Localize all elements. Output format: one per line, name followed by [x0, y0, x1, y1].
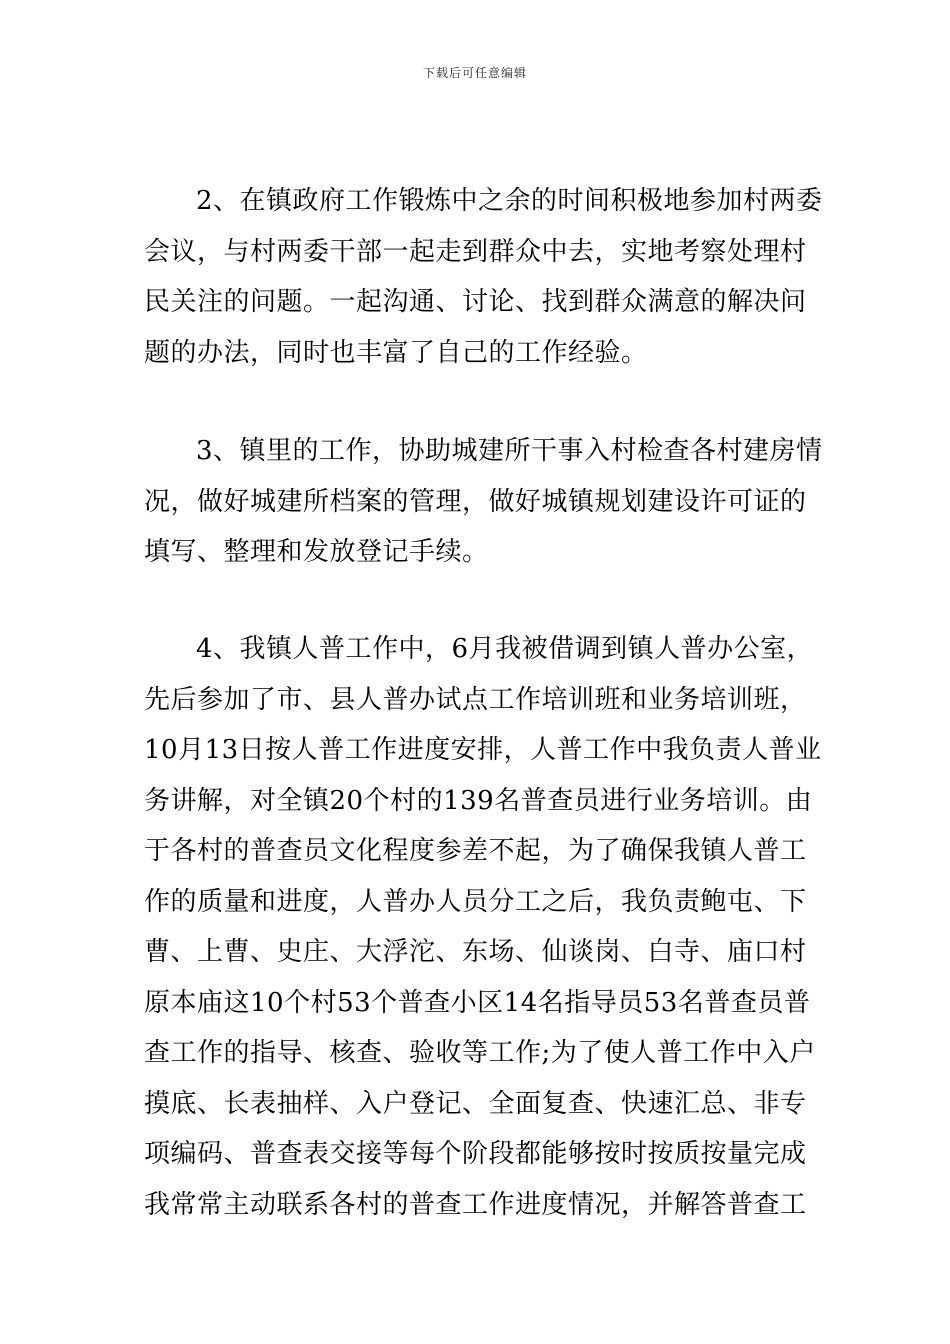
- paragraph-line: 题的办法，同时也丰富了自己的工作经验。: [144, 337, 648, 368]
- paragraph-line: 会议，与村两委干部一起走到群众中去，实地考察处理村: [144, 236, 807, 267]
- paragraph-line: 填写、整理和发放登记手续。: [144, 537, 489, 567]
- paragraph-line: 查工作的指导、核查、验收等工作;为了使人普工作中入户: [144, 1038, 816, 1068]
- paragraph-line: 况，做好城建所档案的管理，做好城镇规划建设许可证的: [144, 486, 807, 517]
- paragraph-line: 2、在镇政府工作锻炼中之余的时间积极地参加村两委: [196, 186, 823, 216]
- paragraph-line: 作的质量和进度，人普办人员分工之后，我负责鲍屯、下: [144, 886, 807, 917]
- page-header-note: 下载后可任意编辑: [422, 66, 527, 80]
- paragraph-line: 4、我镇人普工作中，6月我被借调到镇人普办公室，: [196, 634, 814, 664]
- paragraph-line: 民关注的问题。一起沟通、讨论、找到群众满意的解决问: [144, 287, 807, 317]
- paragraph-line: 摸底、长表抽样、入户登记、全面复查、快速汇总、非专: [144, 1088, 807, 1119]
- paragraph-line: 曹、上曹、史庄、大浮沱、东场、仙谈岗、白寺、庙口村: [144, 937, 807, 967]
- paragraph-line: 先后参加了市、县人普办试点工作培训班和业务培训班，: [144, 684, 807, 715]
- paragraph-line: 于各村的普查员文化程度参差不起，为了确保我镇人普工: [144, 836, 807, 866]
- paragraph-2: [144, 176, 823, 378]
- paragraph-3: [144, 426, 823, 578]
- paragraph-line: 原本庙这10个村53个普查小区14名指导员53名普查员普: [144, 987, 811, 1018]
- paragraph-line: 我常常主动联系各村的普查工作进度情况，并解答普查工: [144, 1189, 807, 1220]
- paragraph-4: [144, 624, 822, 1230]
- paragraph-line: 项编码、普查表交接等每个阶段都能够按时按质按量完成: [144, 1139, 807, 1169]
- paragraph-line: 3、镇里的工作，协助城建所干事入村检查各村建房情: [196, 436, 823, 466]
- paragraph-line: 务讲解，对全镇20个村的139名普查员进行业务培训。由: [144, 785, 813, 816]
- paragraph-line: 10月13日按人普工作进度安排，人普工作中我负责人普业: [144, 735, 822, 765]
